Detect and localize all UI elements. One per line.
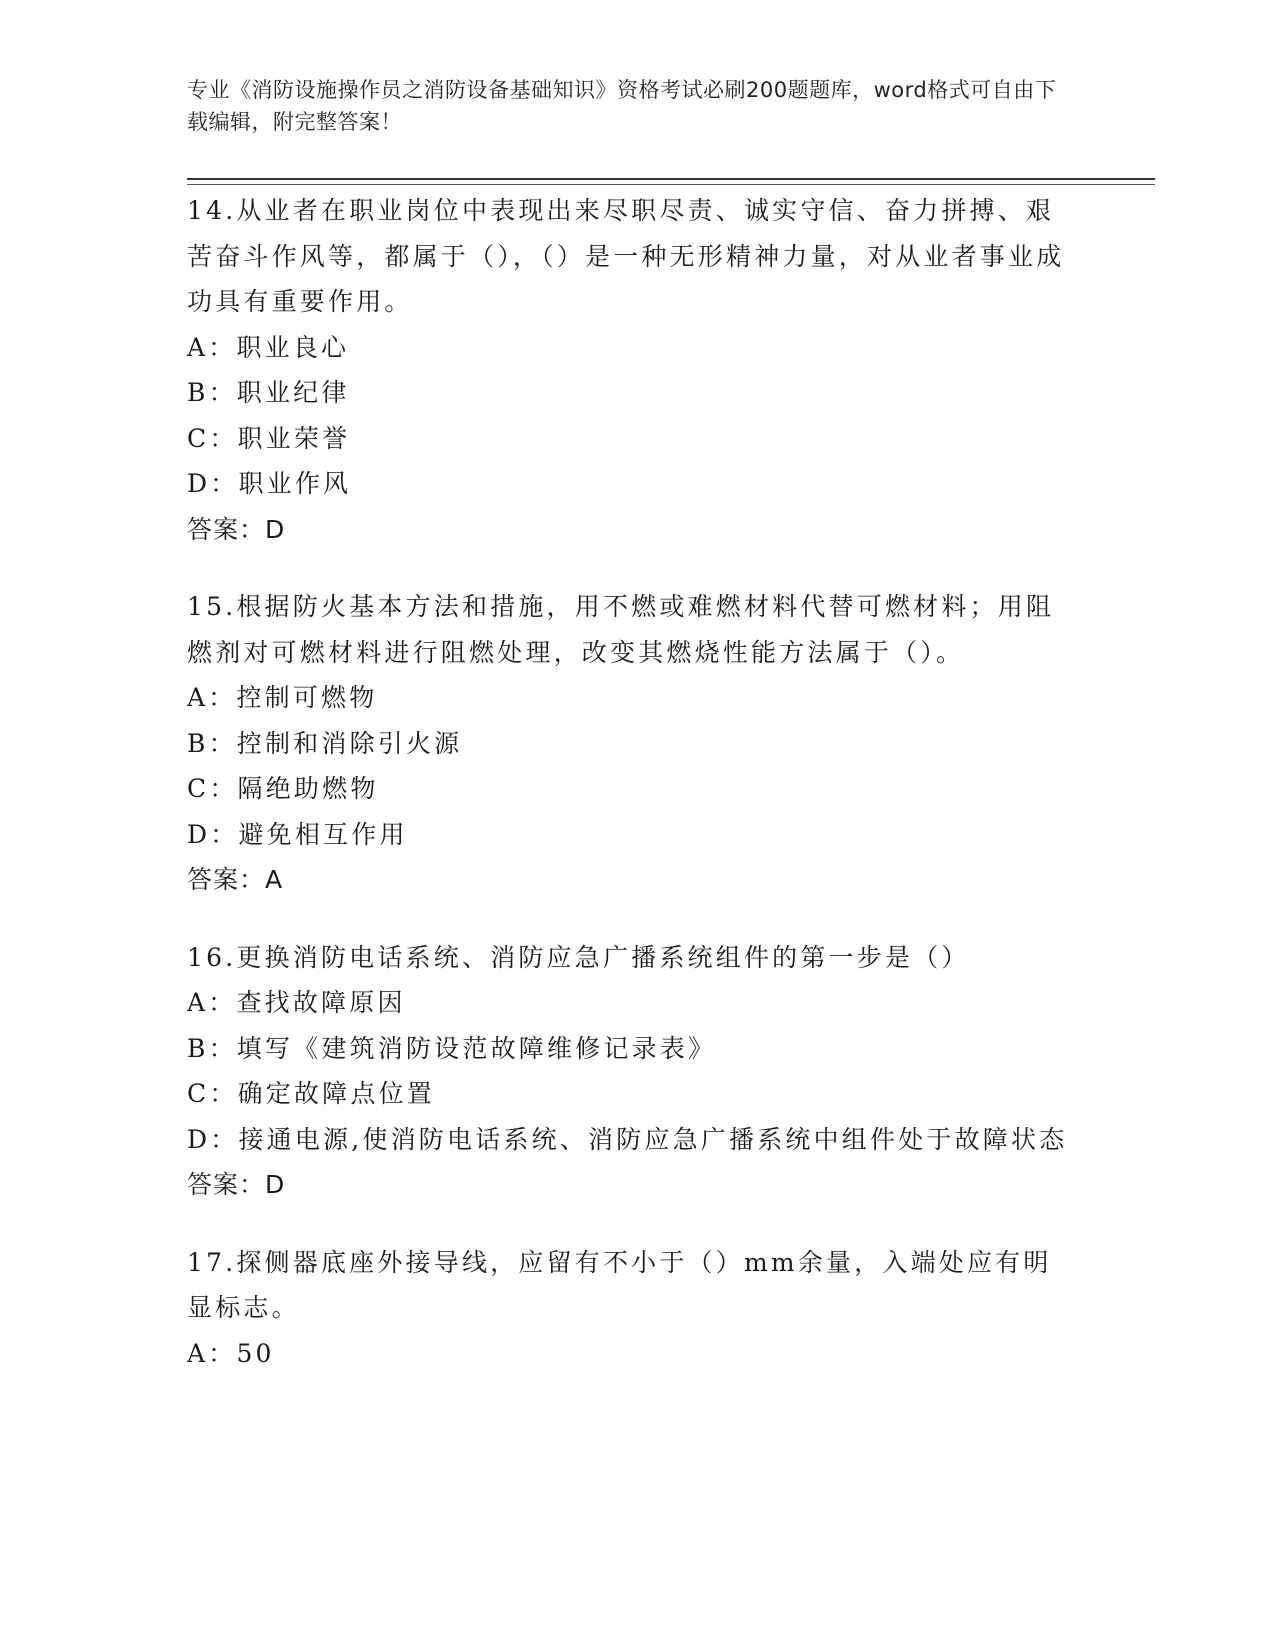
option-d: D：接通电源,使消防电话系统、消防应急广播系统中组件处于故障状态: [187, 1124, 1068, 1154]
header-divider-thin: [187, 184, 1155, 185]
option-a: A：控制可燃物: [187, 683, 378, 712]
question-stem: 15.根据防火基本方法和措施，用不燃或难燃材料代替可燃材料；用阻燃剂对可燃材料进行阻燃处理，改变其燃烧性能方法属于（）。: [187, 592, 1055, 667]
option-a: A：职业良心: [187, 332, 350, 362]
question-stem: 17.探侧器底座外接导线，应留有不小于（）mm余量，入端处应有明显标志。: [187, 1247, 1052, 1322]
option-a: A：查找故障原因: [187, 988, 406, 1017]
question-stem: 16.更换消防电话系统、消防应急广播系统组件的第一步是（）: [187, 942, 970, 972]
question-list: [187, 188, 1077, 1408]
option-b: B：填写《建筑消防设范故障维修记录表》: [187, 1033, 717, 1063]
document-header: 专业《消防设施操作员之消防设备基础知识》资格考试必刷200题题库，word格式可自由下载编辑，附完整答案！: [187, 78, 1057, 134]
option-d: D：避免相互作用: [187, 819, 408, 849]
option-c: C：职业荣誉: [187, 423, 351, 453]
option-c: C：确定故障点位置: [187, 1079, 435, 1108]
answer: 答案：D: [187, 1170, 286, 1199]
option-b: B：控制和消除引火源: [187, 728, 463, 758]
question-stem: 14.从业者在职业岗位中表现出来尽职尽责、诚实守信、奋力拼搏、艰苦奋斗作风等，都属于（），（）是一种无形精神力量，对从业者事业成功具有重要作用。: [187, 196, 1065, 316]
option-b: B：职业纪律: [187, 378, 350, 407]
header-divider-thick: [187, 178, 1155, 180]
option-a: A：50: [187, 1338, 275, 1368]
answer: 答案：D: [187, 514, 286, 544]
question-16: [187, 935, 1077, 1208]
option-c: C：隔绝助燃物: [187, 774, 379, 803]
answer: 答案：A: [187, 865, 284, 894]
question-15: [187, 584, 1077, 903]
option-d: D：职业作风: [187, 469, 352, 498]
question-17: [187, 1240, 1077, 1377]
question-14: [187, 188, 1077, 552]
